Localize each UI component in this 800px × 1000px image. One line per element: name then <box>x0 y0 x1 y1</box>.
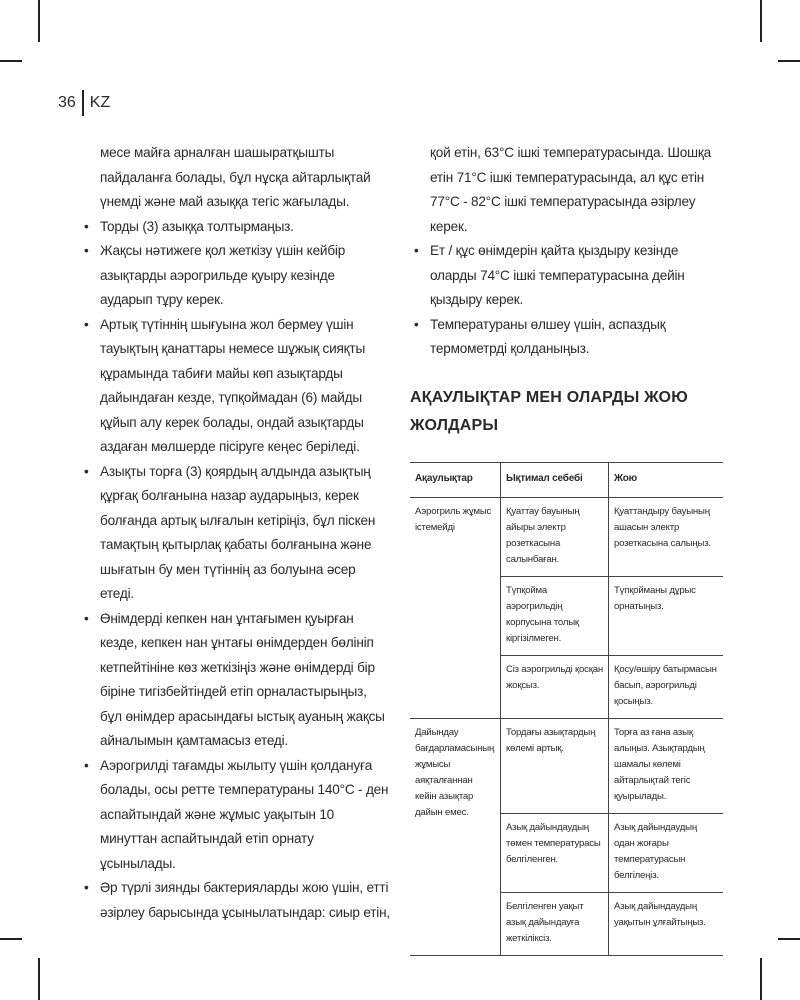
cause-cell: Қуаттау бауының айыры электр розеткасына салынбаған. <box>500 497 608 576</box>
table-row <box>410 497 723 576</box>
continuation-text: қой етін, 63°C ішкі температурасында. Шошқа етін 71°C ішкі температурасында, ал құс етін 77°C - 82°C ішкі температурасында әзірлеу керек. <box>430 145 711 234</box>
cause-cell: Азық дайындаудың төмен температурасы белгіленген. <box>500 813 608 892</box>
fix-cell: Қосу/өшіру батырмасын басып, аэрогрильді қосыңыз. <box>609 655 724 718</box>
language-code: KZ <box>89 94 111 111</box>
crop-mark <box>0 60 22 62</box>
fix-cell: Азық дайындаудың одан жоғары температурасын белгілеңіз. <box>609 813 724 892</box>
page-header <box>58 90 110 116</box>
troubleshooting-table <box>410 462 723 956</box>
cause-cell: Тордағы азықтардың көлемі артық. <box>500 718 608 813</box>
table-row <box>410 718 723 813</box>
fix-cell: Қуаттандыру бауының ашасын электр розеткасына салыңыз. <box>609 497 724 576</box>
page-number: 36 <box>58 94 76 111</box>
list-item: • Температураны өлшеу үшін, аспаздық термометрді қолданыңыз. <box>410 313 720 362</box>
column-header: Ақаулықтар <box>410 462 500 497</box>
list-item: • Азықты торға (3) қоярдың алдында азықтың құрғақ болғанына назар аударыңыз, керек болғанда артық ылғалын кетіріңіз, бұл піскен тамақтың қытырлақ қабаты болғанына және шығатын бу мен түтіннің аз болуына әсер етеді. <box>80 460 390 607</box>
column-header: Жою <box>609 462 724 497</box>
list-item: • Торды (3) азыққа толтырмаңыз. <box>80 215 390 240</box>
table-header-row <box>410 462 723 497</box>
list-item: • Аэрогрилді тағамды жылыту үшін қолдануға болады, осы ретте температураны 140°C - ден аспайтындай және жұмыс уақытын 10 минуттан аспайтындай етіп орнату ұсынылады. <box>80 754 390 877</box>
fix-cell: Азық дайындаудың уақытын ұлғайтыңыз. <box>609 892 724 955</box>
cause-cell: Белгіленген уақыт азық дайындауға жеткіліксіз. <box>500 892 608 955</box>
problem-cell: Аэрогриль жұмыс істемейді <box>410 497 500 718</box>
crop-mark <box>778 60 800 62</box>
list-item: • Ет / құс өнімдерін қайта қыздыру кезінде оларды 74°C ішкі температурасына дейін қыздыру керек. <box>410 239 720 313</box>
cause-cell: Сіз аэрогрильді қосқан жоқсыз. <box>500 655 608 718</box>
fix-cell: Түпқойманы дұрыс орнатыңыз. <box>609 576 724 655</box>
list-item: • Өнімдерді кепкен нан ұнтағымен қуырған кезде, кепкен нан ұнтағы өнімдерден бөлініп кетпейтініне көз жеткізіңіз және өнімдерді бір біріне тигізбейтіндей етіп орналастырыңыз, бұл өнімдер арасындағы ыстық ауаның жақсы айналымын қамтамасыз етеді. <box>80 607 390 754</box>
section-heading: АҚАУЛЫҚТАР МЕН ОЛАРДЫ ЖОЮ ЖОЛДАРЫ <box>410 388 688 434</box>
list-item: • Артық түтіннің шығуына жол бермеу үшін тауықтың қанаттары немесе шұжық сияқты құрамында табиғи майы көп азықтарды дайындаған кезде, түпқоймадан (6) майды құйып алу керек болады, ондай азықтарды аздаған мөлшерде пісіруге кеңес беріледі. <box>80 313 390 460</box>
crop-mark <box>760 0 762 42</box>
fix-cell: Торға аз ғана азық алыңыз. Азықтардың шамалы көлемі айтарлықтай тегіс қуырылады. <box>609 718 724 813</box>
crop-mark <box>38 0 40 42</box>
left-column <box>80 141 390 925</box>
tips-list <box>80 215 390 926</box>
list-item: • Жақсы нәтижеге қол жеткізу үшін кейбір азықтарды аэрогрильде қуыру кезінде аударып тұру керек. <box>80 239 390 313</box>
cause-cell: Түпқойма аэрогрильдің корпусына толық кіргізілмеген. <box>500 576 608 655</box>
column-header: Ықтимал себебі <box>500 462 608 497</box>
tips-list <box>410 239 720 362</box>
continuation-text: месе майға арналған шашыратқышты пайдаланға болады, бұл нұсқа айтарлықтай үнемді және май азыққа тегіс жағылады. <box>100 145 371 209</box>
crop-mark <box>38 958 40 1000</box>
crop-mark <box>778 938 800 940</box>
list-item: • Әр түрлі зиянды бактерияларды жою үшін, етті әзірлеу барысында ұсынылатындар: сиыр етін, <box>80 876 390 925</box>
right-column <box>410 141 720 956</box>
crop-mark <box>0 938 22 940</box>
problem-cell: Дайындау бағдарламасының жұмысы аяқталғаннан кейін азықтар дайын емес. <box>410 718 500 955</box>
crop-mark <box>760 958 762 1000</box>
